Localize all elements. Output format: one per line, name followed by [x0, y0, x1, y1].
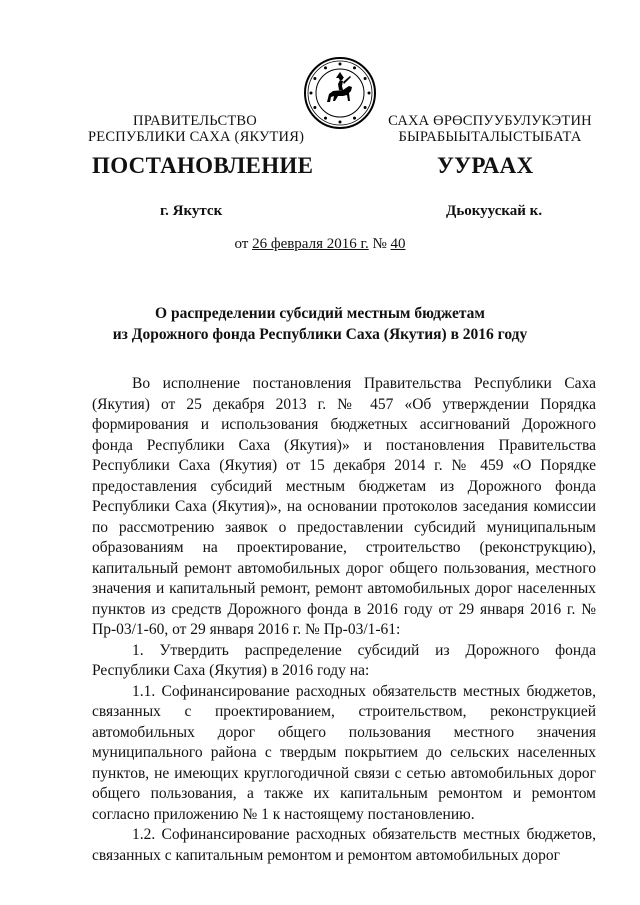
header-right-line2: БЫРАБЫЫТАЛЫСТЫБАТА — [398, 129, 582, 145]
document-type-russian: ПОСТАНОВЛЕНИЕ — [92, 153, 314, 178]
document-date: 26 февраля 2016 г. — [252, 236, 369, 252]
document-type-yakut: УУРААХ — [437, 153, 534, 178]
city-russian: г. Якутск — [160, 203, 223, 219]
item-1-paragraph: 1. Утвердить распределение субсидий из Дорожного фонда Республики Саха (Якутия) в 2016 году на: — [92, 641, 596, 679]
number-label: № — [368, 236, 391, 252]
government-name-russian — [88, 113, 305, 145]
date-prefix: от — [234, 236, 253, 252]
preamble-paragraph: Во исполнение постановления Правительства Республики Саха (Якутия) от 25 декабря 2013 г. № 457 «Об утверждении Порядка формирования и использования бюджетных ассигнований Дорожного фонда Республики Саха (Якутия)» и постановления Правительства Республики Саха (Якутия) от 15 декабря 2014 г. № 459 «О Порядке предоставления субсидий местным бюджетам из Дорожного фонда Республики Саха (Якутия)», на основании протоколов заседания комиссии по рассмотрению заявок о предоставлении субсидий муниципальным образованиям на проектирование, строительство (реконструкцию), капитальный ремонт автомобильных дорог общего пользования, местного значения и капитальный ремонт, ремонт автомобильных дорог населенных пунктов из средств Дорожного фонда в 2016 году от 29 января 2016 г. № Пр-03/1-60, от 29 января 2016 г. № Пр-03/1-61: — [92, 375, 596, 638]
header-left-line1: ПРАВИТЕЛЬСТВО — [133, 113, 257, 129]
coat-of-arms-icon — [303, 56, 377, 130]
government-name-yakut — [382, 113, 598, 145]
subject-line1: О распределении субсидий местным бюджетам — [155, 305, 485, 322]
city-yakut: Дьокуускай к. — [446, 203, 543, 219]
item-1-1-paragraph: 1.1. Софинансирование расходных обязательств местных бюджетов, связанных с проектированием, строительством, реконструкцией автомобильных дорог общего пользования местного значения муниципального района с твердым покрытием до сельских населенных пунктов, не имеющих круглогодичной связи с сетью автомобильных дорог общего пользования, а также их капитальным ремонтом и ремонтом согласно приложению № 1 к настоящему постановлению. — [92, 682, 596, 823]
header-left-line2: РЕСПУБЛИКИ САХА (ЯКУТИЯ) — [88, 129, 305, 145]
document-number: 40 — [390, 236, 406, 252]
document-body — [92, 374, 596, 866]
item-1-2-paragraph: 1.2. Софинансирование расходных обязательств местных бюджетов, связанных с капитальным ремонтом и ремонтом автомобильных дорог — [92, 826, 596, 864]
document-date-number — [0, 236, 640, 253]
document-subject — [0, 303, 640, 345]
header-right-line1: САХА ӨРӨСПУУБУЛУКЭТИН — [388, 113, 592, 129]
subject-line2: из Дорожного фонда Республики Саха (Якутия) в 2016 году — [112, 326, 528, 343]
